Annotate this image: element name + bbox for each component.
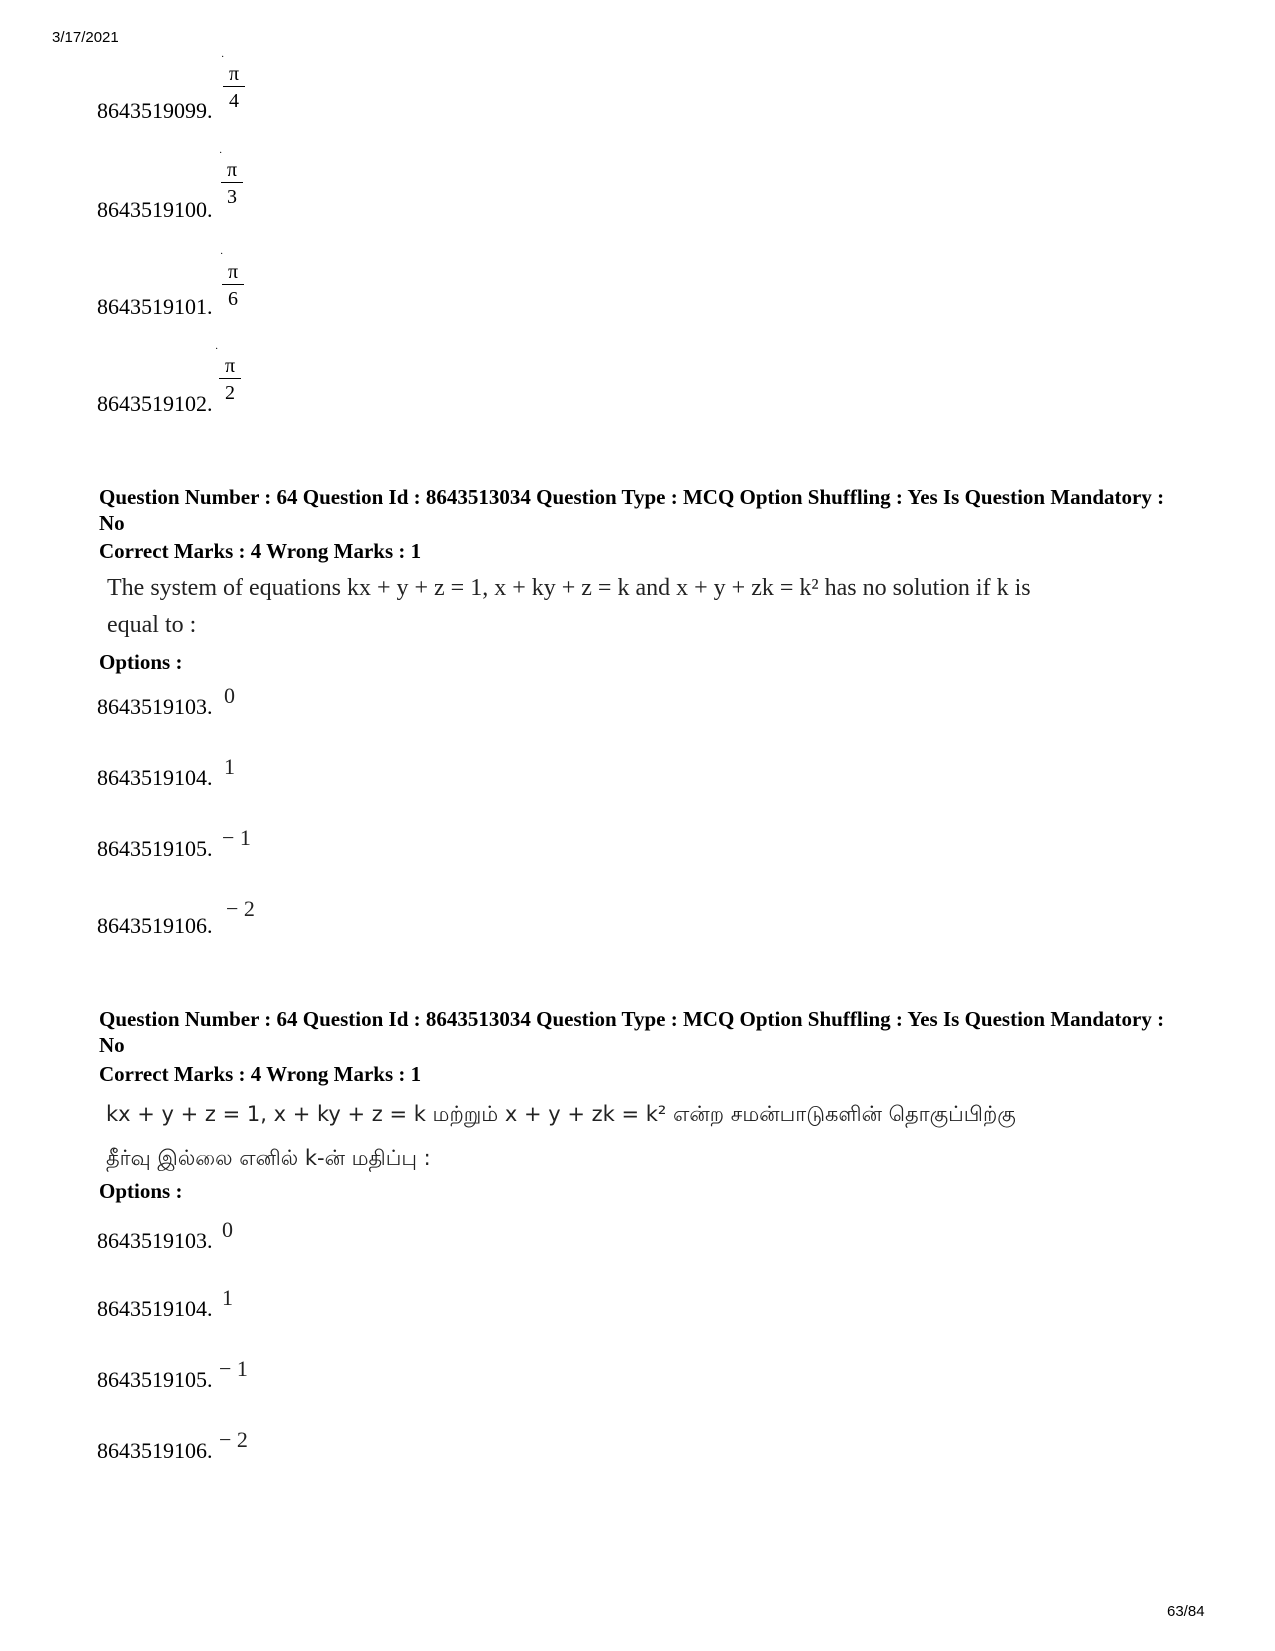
question-marks: Correct Marks : 4 Wrong Marks : 1 (99, 539, 422, 563)
fraction-numerator: π (228, 63, 240, 85)
option-value: 1 (222, 1285, 233, 1310)
question-text-line: equal to : (107, 612, 197, 638)
option-id: 8643519103. (97, 1228, 213, 1253)
question-meta: Question Number : 64 Question Id : 8643513034 Question Type : MCQ Option Shuffling : Yes Is Question Mandatory : No (99, 1007, 1165, 1057)
option-id: 8643519106. (97, 1438, 213, 1463)
question-meta: Question Number : 64 Question Id : 8643513034 Question Type : MCQ Option Shuffling : Yes Is Question Mandatory : No (99, 485, 1165, 535)
option-value: 0 (224, 683, 235, 708)
option-value: − 2 (219, 1427, 248, 1452)
option-id: 8643519102. (97, 391, 213, 416)
fraction-option (220, 262, 246, 309)
option-value: 1 (224, 754, 235, 779)
question-text (107, 570, 1187, 644)
question-text-line: kx + y + z = 1, x + ky + z = k மற்றும் x + y + zk = k² என்ற சமன்பாடுகளின் தொகுப்பிற்கு (106, 1102, 1016, 1126)
options-label: Options : (99, 1179, 183, 1203)
option-id: 8643519104. (97, 765, 213, 790)
option-value: − 1 (219, 1356, 248, 1381)
fraction-option (217, 356, 243, 403)
print-date: 3/17/2021 (52, 29, 119, 46)
options-label: Options : (99, 650, 183, 674)
dot-mark: · (215, 344, 219, 355)
fraction-denominator: 2 (225, 382, 235, 404)
option-id: 8643519105. (97, 836, 213, 861)
question-text (106, 1092, 1186, 1180)
fraction-denominator: 4 (229, 90, 239, 112)
fraction-numerator: π (226, 159, 238, 181)
page-number: 63/84 (1167, 1603, 1205, 1620)
dot-mark: · (220, 249, 224, 260)
option-id: 8643519100. (97, 197, 213, 222)
option-id: 8643519106. (97, 913, 213, 938)
option-id: 8643519099. (97, 98, 213, 123)
fraction-numerator: π (227, 261, 239, 283)
option-value: − 2 (226, 896, 255, 921)
dot-mark: · (221, 52, 225, 63)
option-id: 8643519101. (97, 294, 213, 319)
question-text-line: The system of equations kx + y + z = 1, x + ky + z = k and x + y + zk = k² has no solution if k is (107, 575, 1031, 601)
option-id: 8643519105. (97, 1367, 213, 1392)
fraction-numerator: π (224, 355, 236, 377)
fraction-denominator: 3 (227, 186, 237, 208)
option-id: 8643519103. (97, 694, 213, 719)
fraction-option (221, 64, 247, 111)
option-value: − 1 (222, 825, 251, 850)
option-value: 0 (222, 1217, 233, 1242)
fraction-option (219, 160, 245, 207)
option-id: 8643519104. (97, 1296, 213, 1321)
question-text-line: தீர்வு இல்லை எனில் k-ன் மதிப்பு : (106, 1146, 431, 1170)
question-marks: Correct Marks : 4 Wrong Marks : 1 (99, 1062, 422, 1086)
fraction-denominator: 6 (228, 288, 238, 310)
dot-mark: · (219, 148, 223, 159)
